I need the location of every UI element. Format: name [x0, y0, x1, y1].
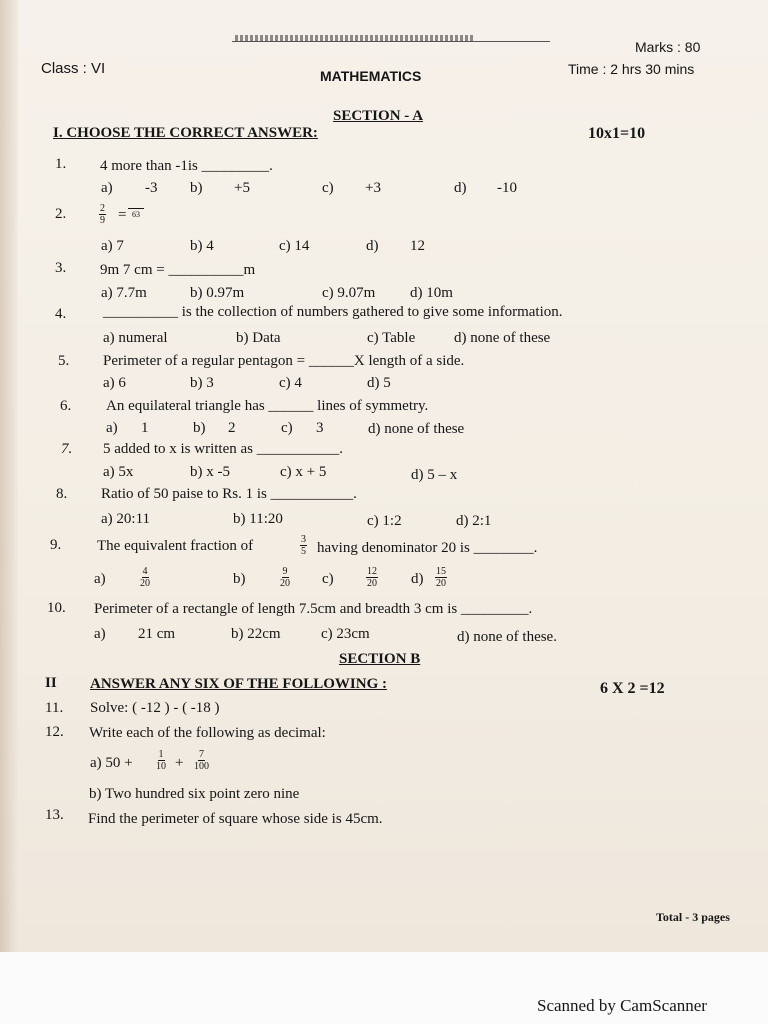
option-fraction [139, 566, 151, 589]
option: a) 7.7m [101, 285, 147, 301]
option-label: d) [366, 238, 379, 254]
option: b) x -5 [190, 464, 230, 480]
question-number: 11. [45, 700, 64, 716]
question-text: Solve: ( -12 ) - ( -18 ) [90, 700, 220, 716]
option: d) none of these [368, 421, 465, 437]
fraction [99, 203, 106, 226]
option-value: -10 [497, 180, 517, 196]
paper-edge-shadow [0, 0, 18, 952]
option: c) 23cm [321, 626, 370, 642]
fraction-denominator: 20 [280, 578, 290, 589]
option-label: c) [322, 571, 334, 587]
option: a) numeral [103, 330, 168, 346]
option: d) none of these. [457, 629, 557, 645]
question-number: 13. [45, 807, 64, 823]
option-label: d) [454, 180, 467, 196]
class-label: Class : VI [41, 60, 106, 77]
fraction [300, 534, 307, 557]
option: b) 4 [190, 238, 214, 254]
option: a) 7 [101, 238, 124, 254]
question-number: 2. [55, 206, 67, 222]
option-value: 1 [141, 420, 149, 436]
question-number: 5. [58, 353, 70, 369]
option: a) 5x [103, 464, 134, 480]
fraction-numerator: 3 [301, 534, 306, 545]
fraction-denominator: 100 [194, 761, 209, 772]
question-text: 4 more than -1is _________. [100, 158, 273, 174]
marks-label: Marks : 80 [635, 39, 701, 55]
option: d) none of these [454, 330, 551, 346]
option-value: 3 [316, 420, 324, 436]
option-fraction [435, 566, 447, 589]
option-value: 12 [410, 238, 425, 254]
question-text: Perimeter of a regular pentagon = ______X length of a side. [103, 353, 465, 369]
header-rule [232, 41, 550, 42]
option-value: 2 [228, 420, 236, 436]
fraction-numerator: 4 [142, 566, 148, 577]
subject-title: MATHEMATICS [320, 68, 422, 84]
option-label: d) [411, 571, 424, 587]
option-value: +3 [365, 180, 381, 196]
option: b) 11:20 [233, 511, 283, 527]
fraction [155, 749, 167, 772]
question-number: 8. [56, 486, 68, 502]
option: d) 5 – x [411, 467, 458, 483]
fraction-denominator: 9 [100, 215, 105, 226]
equals-sign: = [118, 207, 127, 223]
question-text: 9m 7 cm = __________m [100, 262, 256, 278]
question-text: 5 added to x is written as ___________. [103, 441, 343, 457]
option: c) 9.07m [322, 285, 376, 301]
option: c) x + 5 [280, 464, 327, 480]
option: a) 20:11 [101, 511, 151, 527]
question-number: 10. [47, 600, 66, 616]
option-label: a) [106, 420, 118, 436]
section-b-marks: 6 X 2 =12 [600, 680, 665, 697]
question-text: An equilateral triangle has ______ lines of symmetry. [106, 398, 429, 414]
section-a-marks: 10x1=10 [588, 125, 646, 142]
option-label: a) [94, 571, 106, 587]
scanner-watermark: Scanned by CamScanner [537, 996, 707, 1015]
sub-question-b: b) Two hundred six point zero nine [89, 786, 300, 802]
question-number: 4. [55, 306, 67, 322]
option-value: -3 [145, 180, 158, 196]
question-number: 9. [50, 537, 62, 553]
section-b-instruction: ANSWER ANY SIX OF THE FOLLOWING : [90, 676, 387, 692]
fraction-denominator: 5 [301, 546, 306, 557]
option-label: b) [193, 420, 206, 436]
option-fraction [279, 566, 291, 589]
option: c) 1:2 [367, 513, 402, 529]
option-value: 21 cm [138, 626, 176, 642]
option-label: b) [190, 180, 203, 196]
question-text: Ratio of 50 paise to Rs. 1 is ___________. [101, 486, 357, 502]
option-label: c) [322, 180, 334, 196]
section-a-instruction: I. CHOOSE THE CORRECT ANSWER: [53, 125, 318, 141]
option: c) 14 [279, 238, 310, 254]
question-number: 6. [60, 398, 72, 414]
option: b) Data [236, 330, 281, 346]
sub-question-a: a) 50 + [90, 755, 133, 771]
option-label: a) [101, 180, 113, 196]
option: b) 3 [190, 375, 214, 391]
fraction-numerator: 7 [199, 749, 204, 760]
option-fraction [366, 566, 378, 589]
option: d) 5 [367, 375, 391, 391]
total-pages: Total - 3 pages [656, 910, 730, 924]
question-text: The equivalent fraction of [97, 538, 254, 554]
time-label: Time : 2 hrs 30 mins [568, 61, 695, 77]
option: d) 2:1 [456, 513, 492, 529]
question-text: Perimeter of a rectangle of length 7.5cm and breadth 3 cm is _________. [94, 601, 533, 617]
option: d) 10m [410, 285, 453, 301]
fraction-numerator: 1 [158, 749, 164, 760]
section-b-title: SECTION B [339, 651, 421, 667]
option-label: a) [94, 626, 106, 642]
option: b) 0.97m [190, 285, 245, 301]
option: c) Table [367, 330, 416, 346]
fraction-numerator: 12 [367, 566, 377, 577]
option: b) 22cm [231, 626, 281, 642]
fraction-denominator: 63 [132, 210, 140, 219]
fraction [128, 208, 144, 220]
question-number: 1. [55, 156, 67, 172]
section-b-roman: II [45, 675, 57, 691]
question-text-continued: having denominator 20 is ________. [317, 540, 538, 556]
question-number: 12. [45, 724, 64, 740]
question-number: 3. [55, 260, 67, 276]
question-text: __________ is the collection of numbers gathered to give some information. [103, 304, 563, 320]
option-label: b) [233, 571, 246, 587]
option-label: c) [281, 420, 293, 436]
option: a) 6 [103, 375, 126, 391]
fraction-numerator: 2 [100, 203, 105, 214]
fraction-denominator: 20 [436, 578, 446, 589]
fraction-denominator: 20 [367, 578, 377, 589]
section-a-title: SECTION - A [333, 108, 424, 124]
fraction-denominator: 20 [140, 578, 150, 589]
option: c) 4 [279, 375, 302, 391]
fraction [193, 749, 210, 772]
fraction-numerator: 9 [282, 566, 288, 577]
question-number: 7. [61, 441, 73, 457]
question-text: Write each of the following as decimal: [89, 725, 326, 741]
plus-sign: + [175, 755, 184, 771]
fraction-numerator: 15 [436, 566, 446, 577]
question-text: Find the perimeter of square whose side is 45cm. [88, 811, 383, 827]
option-value: +5 [234, 180, 250, 196]
fraction-denominator: 10 [156, 761, 166, 772]
